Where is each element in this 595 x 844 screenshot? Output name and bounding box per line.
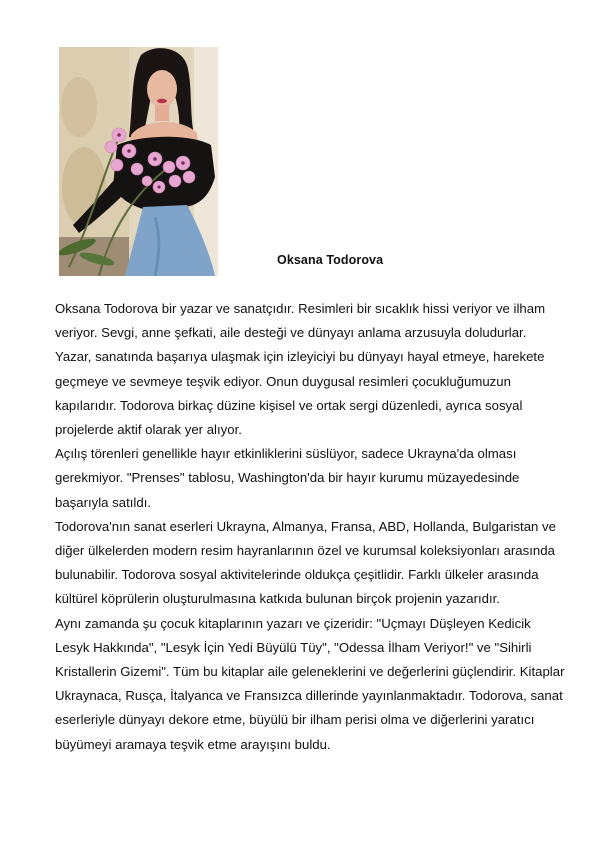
bio-paragraph: Aynı zamanda şu çocuk kitaplarının yazarı ve çizeridir: "Uçmayı Düşleyen Kedicik Lesyk Hakkında", "Lesyk İçin Yedi Büyülü Tüy", "Odessa İlham Veriyor!" ve "Sihirli Kristallerin Gizemi". Tüm bu kitaplar aile geleneklerini ve değerlerini güçlendirir. Kitaplar Ukraynaca, Rusça, İtalyanca ve Fransızca dillerinde yayınlanmaktadır. Todorova, sanat eserleriyle dünyayı dekore etme, büyülü bir ilham perisi olma ve diğerlerini yaratıcı büyümeyi aramaya teşvik etme arayışını buldu. <box>55 615 565 752</box>
author-name: Oksana Todorova <box>277 253 384 267</box>
author-biography <box>55 297 565 757</box>
bio-paragraph: Oksana Todorova bir yazar ve sanatçıdır. Resimleri bir sıcaklık hissi veriyor ve ilham veriyor. Sevgi, anne şefkati, aile desteği ve dünyayı anlama arzusuyla doludurlar. Yazar, sanatında başarıya ulaşmak için izleyiciyi bu dünyayı hayal etmeye, harekete geçmeye ve sevmeye teşvik ediyor. Onun duygusal resimleri çocukluğumuzun kapılarıdır. Todorova birkaç düzine kişisel ve ortak sergi düzenledi, ayrıca sosyal projelerde aktif olarak yer alıyor. <box>55 301 546 438</box>
author-photo <box>59 47 218 276</box>
author-portrait-image <box>59 47 218 276</box>
bio-paragraph: Todorova'nın sanat eserleri Ukrayna, Almanya, Fransa, ABD, Hollanda, Bulgaristan ve diğer ülkelerden modern resim hayranlarının özel ve kurumsal koleksiyonları arasında bulunabilir. Todorova sosyal aktivitelerinde oldukça çeşitlidir. Farklı ülkeler arasında kültürel köprülerin oluşturulmasına katkıda bulunan birçok projenin yazarıdır. <box>55 518 556 607</box>
bio-paragraph: Açılış törenleri genellikle hayır etkinliklerini süslüyor, sadece Ukrayna'da olması gerekmiyor. "Prenses" tablosu, Washington'da bir hayır kurumu müzayedesinde başarıyla satıldı. <box>55 446 520 510</box>
